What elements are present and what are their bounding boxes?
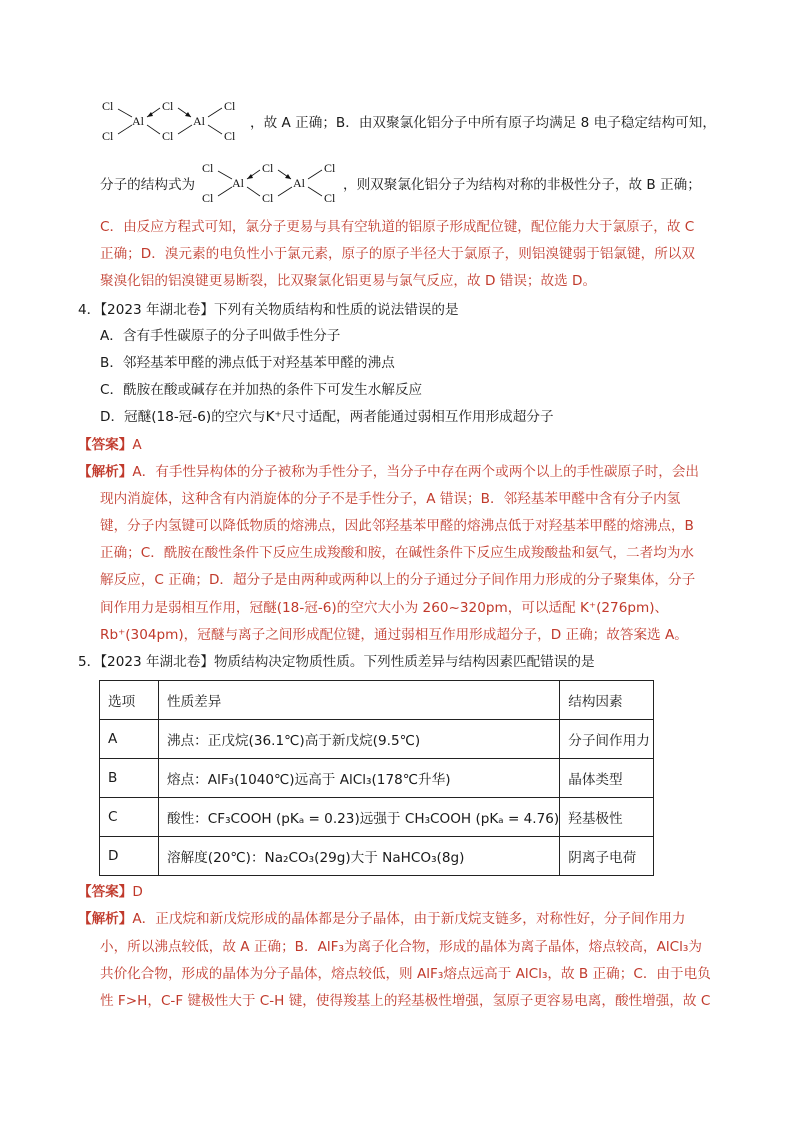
- cl-atom: Cl: [202, 161, 214, 175]
- cl-atom: Cl: [102, 129, 114, 143]
- question-5-header: [78, 652, 595, 672]
- cl-atom: Cl: [262, 161, 274, 175]
- q4-analysis-line: 【解析】A．有手性异构体的分子被称为手性分子，当分子中存在两个或两个以上的手性碳原子时，会出: [78, 464, 700, 480]
- table-header: 结构因素: [560, 681, 654, 720]
- q4-analysis-line: 正确；C．酰胺在酸性条件下反应生成羧酸和胺，在碱性条件下反应生成羧酸盐和氨气，二者均为水: [100, 545, 695, 561]
- q3-line-4: 正确；D．溴元素的电负性小于氯元素，原子的原子半径大于氯原子，则铝溴键弱于铝氯键，所以双: [100, 246, 695, 262]
- al-atom: Al: [293, 176, 305, 190]
- table-row: [100, 798, 654, 837]
- table-row: [100, 720, 654, 759]
- factor-cell: 阴离子电荷: [560, 837, 654, 876]
- cl-atom: Cl: [162, 129, 174, 143]
- analysis-label: 【解析】: [78, 911, 133, 927]
- property-cell: 沸点：正戊烷(36.1℃)高于新戊烷(9.5℃): [159, 720, 560, 759]
- cl-atom: Cl: [324, 161, 336, 175]
- question-number: 5．: [78, 654, 101, 670]
- factor-cell: 晶体类型: [560, 759, 654, 798]
- cl-atom: Cl: [102, 99, 114, 113]
- cl-atom: Cl: [162, 99, 174, 113]
- question-stem: 下列有关物质结构和性质的说法错误的是: [213, 302, 459, 318]
- dimer-structure-formula-2: [200, 158, 350, 208]
- question-4-header: [78, 300, 459, 320]
- answer-value: A: [132, 437, 142, 453]
- q3-line-2a: 分子的结构式为: [100, 177, 196, 193]
- option-cell: A: [100, 720, 159, 759]
- cl-atom: Cl: [224, 99, 236, 113]
- property-cell: 酸性：CF₃COOH (pKₐ = 0.23)远强于 CH₃COOH (pKₐ = 4.76): [159, 798, 560, 837]
- q3-line-1: ，故 A 正确；B．由双聚氯化铝分子中所有原子均满足 8 电子稳定结构可知，: [250, 115, 716, 131]
- table-row: [100, 759, 654, 798]
- table-row: [100, 837, 654, 876]
- question-source: 【2023 年湖北卷】: [100, 654, 214, 670]
- dimer-structure-formula-1: [100, 96, 250, 146]
- q5-answer: [78, 882, 143, 902]
- factor-cell: 羟基极性: [560, 798, 654, 837]
- al-atom: Al: [232, 176, 244, 190]
- cl-atom: Cl: [202, 191, 214, 205]
- q3-line-5: 聚溴化铝的铝溴键更易断裂，比双聚氯化铝更易与氯气反应，故 D 错误；故选 D。: [100, 273, 597, 289]
- q3-line-2b: ，则双聚氯化铝分子为结构对称的非极性分子，故 B 正确；: [343, 177, 701, 193]
- q4-analysis-line: 现内消旋体，这种含有内消旋体的分子不是手性分子，A 错误；B．邻羟基苯甲醛中含有分子内氢: [100, 491, 681, 507]
- q5-analysis-line: 【解析】A．正戊烷和新戊烷形成的晶体都是分子晶体，由于新戊烷支链多，对称性好，分子间作用力: [78, 911, 686, 927]
- option-cell: C: [100, 798, 159, 837]
- cl-atom: Cl: [224, 129, 236, 143]
- answer-label: 【答案】: [78, 884, 133, 900]
- al-atom: Al: [132, 114, 144, 128]
- al-atom: Al: [193, 114, 205, 128]
- property-structure-table: [99, 680, 654, 876]
- q4-answer: [78, 435, 142, 455]
- analysis-label: 【解析】: [78, 464, 133, 480]
- question-stem: 物质结构决定物质性质。下列性质差异与结构因素匹配错误的是: [213, 654, 595, 670]
- q4-option-a: A．含有手性碳原子的分子叫做手性分子: [100, 328, 341, 344]
- property-cell: 溶解度(20℃)：Na₂CO₃(29g)大于 NaHCO₃(8g): [159, 837, 560, 876]
- option-cell: D: [100, 837, 159, 876]
- table-header-row: [100, 681, 654, 720]
- option-cell: B: [100, 759, 159, 798]
- cl-atom: Cl: [324, 191, 336, 205]
- q4-option-b: B．邻羟基苯甲醛的沸点低于对羟基苯甲醛的沸点: [100, 355, 395, 371]
- q3-line-3: C．由反应方程式可知，氯分子更易与具有空轨道的铝原子形成配位键，配位能力大于氯原子，故 C: [100, 219, 695, 235]
- property-cell: 熔点：AlF₃(1040℃)远高于 AlCl₃(178℃升华): [159, 759, 560, 798]
- q5-analysis-line: 性 F>H，C-F 键极性大于 C-H 键，使得羧基上的羟基极性增强，氢原子更容易电离，酸性增强，故 C: [100, 993, 711, 1009]
- q4-analysis-line: 间作用力是弱相互作用，冠醚(18-冠-6)的空穴大小为 260~320pm，可以适配 K⁺(276pm)、: [100, 600, 669, 616]
- answer-value: D: [132, 884, 143, 900]
- q5-analysis-line: 共价化合物，形成的晶体为分子晶体，熔点较低，则 AlF₃熔点远高于 AlCl₃，故 B 正确；C．由于电负: [100, 966, 711, 982]
- q4-analysis-line: 解反应，C 正确；D．超分子是由两种或两种以上的分子通过分子间作用力形成的分子聚集体，分子: [100, 572, 696, 588]
- q5-analysis-line: 小，所以沸点较低，故 A 正确；B．AlF₃为离子化合物，形成的晶体为离子晶体，熔点较高，AlCl₃为: [100, 939, 702, 955]
- question-number: 4．: [78, 302, 101, 318]
- question-source: 【2023 年湖北卷】: [100, 302, 214, 318]
- answer-label: 【答案】: [78, 437, 133, 453]
- table-header: 性质差异: [159, 681, 560, 720]
- table-header: 选项: [100, 681, 159, 720]
- q4-option-c: C．酰胺在酸或碱存在并加热的条件下可发生水解反应: [100, 382, 423, 398]
- cl-atom: Cl: [262, 191, 274, 205]
- q4-analysis-line: 键，分子内氢键可以降低物质的熔沸点，因此邻羟基苯甲醛的熔沸点低于对羟基苯甲醛的熔沸点，B: [100, 518, 694, 534]
- q4-option-d: D．冠醚(18-冠-6)的空穴与K⁺尺寸适配，两者能通过弱相互作用形成超分子: [100, 409, 554, 425]
- q4-analysis-line: Rb⁺(304pm)，冠醚与离子之间形成配位键，通过弱相互作用形成超分子，D 正确；故答案选 A。: [100, 627, 688, 643]
- factor-cell: 分子间作用力: [560, 720, 654, 759]
